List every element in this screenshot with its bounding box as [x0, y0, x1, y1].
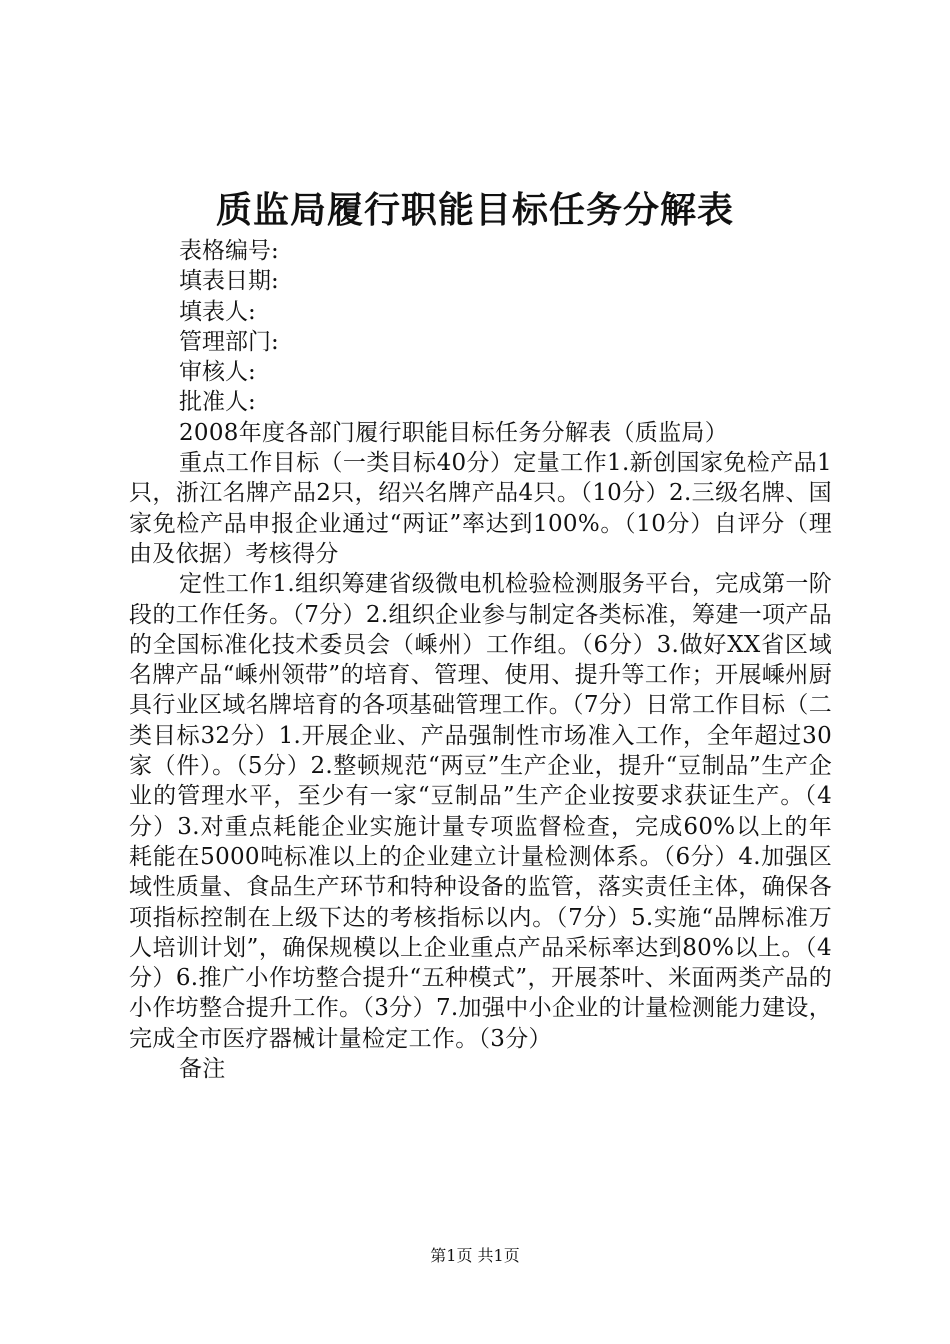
document-title: 质监局履行职能目标任务分解表 [215, 189, 734, 231]
field-filler: 填表人: [179, 298, 256, 325]
field-form-number: 表格编号: [179, 238, 279, 264]
paragraph-table-caption: 2008年度各部门履行职能目标任务分解表（质监局） [179, 419, 729, 446]
field-fill-date: 填表日期: [179, 268, 279, 295]
field-department: 管理部门: [179, 328, 279, 355]
field-reviewer: 审核人: [179, 359, 256, 386]
paragraph-key-targets: 重点工作目标（一类目标40分）定量工作1.新创国家免检产品1只，浙江名牌产品2只，绍兴名牌产品4只。（10分）2.三级名牌、国家免检产品申报企业通过“两证”率达到100%。（10分）自评分（理由及依据）考核得分 [129, 450, 832, 567]
field-approver: 批准人: [179, 389, 256, 416]
page-footer: 第1页 共1页 [430, 1246, 520, 1265]
document-body [129, 236, 832, 1084]
paragraph-remarks: 备注 [179, 1056, 226, 1083]
paragraph-qualitative-work: 定性工作1.组织筹建省级微电机检验检测服务平台，完成第一阶段的工作任务。（7分）2.组织企业参与制定各类标准，筹建一项产品的全国标准化技术委员会（嵊州）工作组。（6分）3.做好XX省区域名牌产品“嵊州领带”的培育、管理、使用、提升等工作；开展嵊州厨具行业区域名牌培育的各项基础管理工作。（7分）日常工作目标（二类目标32分）1.开展企业、产品强制性市场准入工作，全年超过30家（件）。（5分）2.整顿规范“两豆”生产企业，提升“豆制品”生产企业的管理水平，至少有一家“豆制品”生产企业按要求获证生产。（4分）3.对重点耗能企业实施计量专项监督检查，完成60%以上的年耗能在5000吨标准以上的企业建立计量检测体系。（6分）4.加强区域性质量、食品生产环节和特种设备的监管，落实责任主体，确保各项指标控制在上级下达的考核指标以内。（7分）5.实施“品牌标准万人培训计划”，确保规模以上企业重点产品采标率达到80%以上。（4分）6.推广小作坊整合提升“五种模式”，开展茶叶、米面两类产品的小作坊整合提升工作。（3分）7.加强中小企业的计量检测能力建设，完成全市医疗器械计量检定工作。（3分） [129, 571, 832, 1052]
